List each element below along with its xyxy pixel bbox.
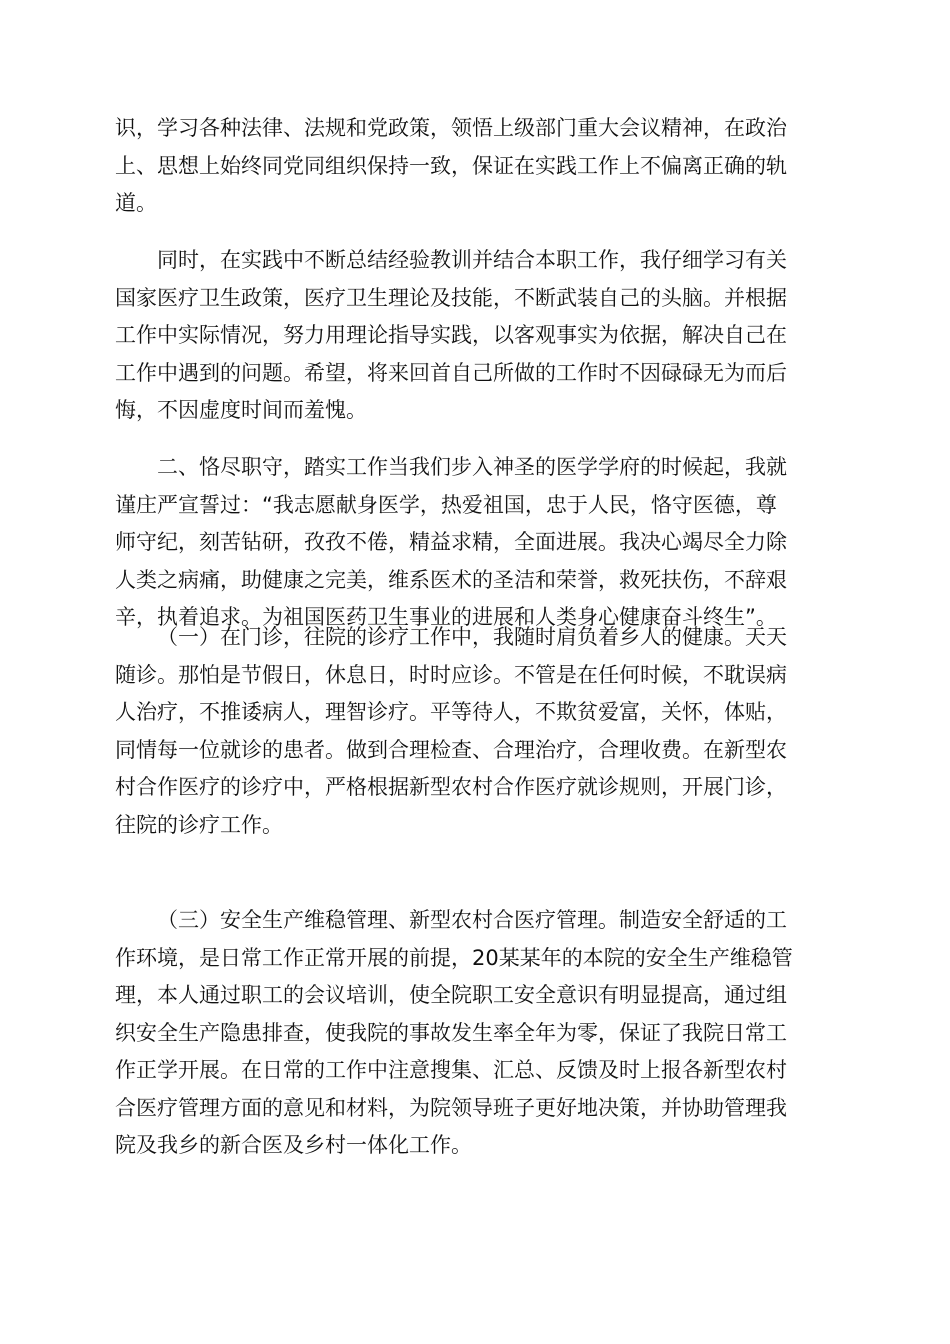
text-line: 师守纪，刻苦钻研，孜孜不倦，精益求精，全面进展。我决心竭尽全力除 [115,530,787,554]
text-line: 辛，执着追求。为祖国医药卫生事业的进展和人类身心健康奋斗终生”。 [115,605,777,629]
text-line: 同时，在实践中不断总结经验教训并结合本职工作，我仔细学习有关 [157,248,787,272]
text-line: 国家医疗卫生政策，医疗卫生理论及技能，不断武装自己的头脑。并根据 [115,285,787,310]
text-line: 同情每一位就诊的患者。做到合理检查、合理治疗，合理收费。在新型农 [115,737,787,762]
paragraph-1 [115,110,835,223]
text-line: 工作中遇到的问题。希望，将来回首自己所做的工作时不因碌碌无为而后 [115,360,787,385]
text-line: 随诊。那怕是节假日，休息日，时时应诊。不管是在任何时候，不耽误病 [115,662,787,687]
paragraph-3 [115,449,835,637]
text-line: 人治疗，不推诿病人，理智诊疗。平等待人，不欺贫爱富，关怀，体贴， [115,700,787,724]
text-line: 识，学习各种法律、法规和党政策，领悟上级部门重大会议精神，在政治 [115,116,787,140]
text-line: 上、思想上始终同党同组织保持一致，保证在实践工作上不偏离正确的轨 [115,153,787,178]
text-line: 合医疗管理方面的意见和材料，为院领导班子更好地决策，并协助管理我 [115,1095,787,1120]
text-line: 理，本人通过职工的会议培训，使全院职工安全意识有明显提高，通过组 [115,983,787,1007]
text-line: 织安全生产隐患排查，使我院的事故发生率全年为零，保证了我院日常工 [115,1020,787,1045]
text-line: 村合作医疗的诊疗中，严格根据新型农村合作医疗就诊规则，开展门诊， [115,775,787,799]
text-line: 二、恪尽职守，踏实工作当我们步入神圣的医学学府的时候起，我就 [157,455,787,479]
text-line: （一）在门诊，往院的诊疗工作中，我随时肩负着乡人的健康。天天 [157,625,787,649]
text-line: （三）安全生产维稳管理、新型农村合医疗管理。制造安全舒适的工 [157,908,787,932]
text-line: 谨庄严宣誓过：“我志愿献身医学，热爱祖国，忠于人民，恪守医德，尊 [115,492,777,517]
text-line: 人类之病痛，助健康之完美，维系医术的圣洁和荣誉，救死扶伤，不辞艰 [115,567,787,592]
text-line: 作环境，是日常工作正常开展的前提，20某某年的本院的安全生产维稳管 [115,945,793,970]
paragraph-2 [115,242,835,430]
text-line: 作正学开展。在日常的工作中注意搜集、汇总、反馈及时上报各新型农村 [115,1058,787,1082]
paragraph-4 [115,619,835,844]
text-line: 院及我乡的新合医及乡村一体化工作。 [115,1133,472,1157]
paragraph-5 [115,902,835,1165]
text-line: 悔，不因虚度时间而羞愧。 [115,398,367,422]
text-line: 工作中实际情况，努力用理论指导实践，以客观事实为依据，解决自己在 [115,323,787,347]
text-line: 道。 [115,191,157,215]
text-line: 往院的诊疗工作。 [115,812,283,837]
